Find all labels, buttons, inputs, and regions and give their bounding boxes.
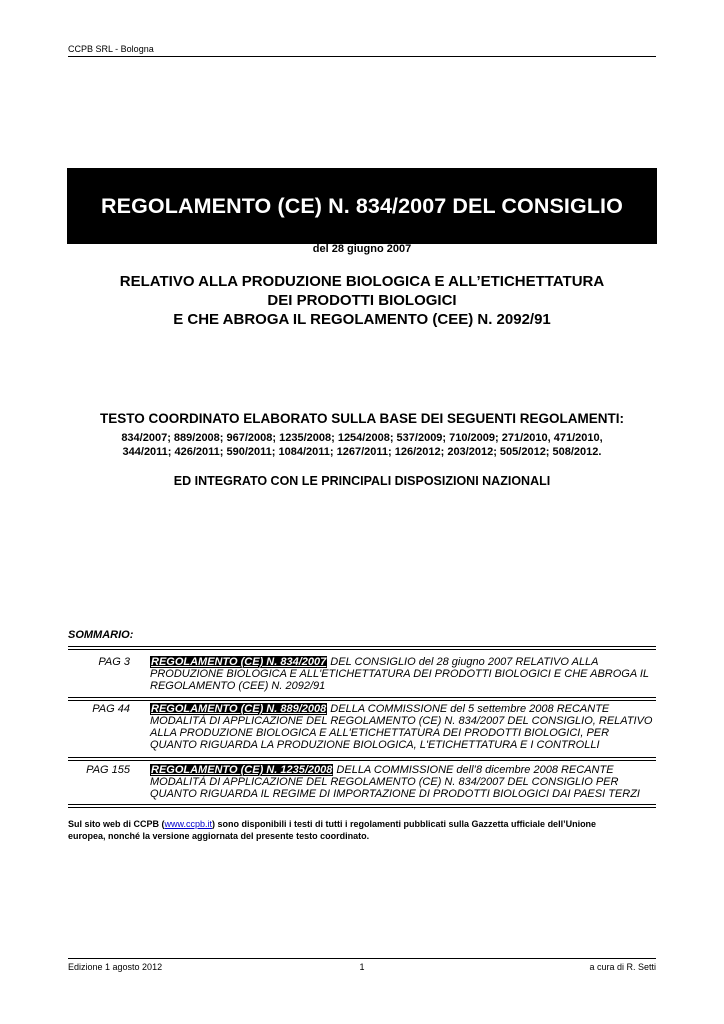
note-text: Sul sito web di CCPB (: [68, 819, 165, 829]
summary-divider: [68, 697, 656, 701]
header-divider: [68, 56, 656, 57]
regulation-list-line: 834/2007; 889/2008; 967/2008; 1235/2008; 1254/2008; 537/2009; 710/2009; 271/2010, 471/2010,: [121, 432, 603, 444]
summary-entry[interactable]: [68, 656, 656, 692]
document-title: REGOLAMENTO (CE) N. 834/2007 DEL CONSIGLIO: [101, 193, 623, 218]
entry-regulation-link[interactable]: REGOLAMENTO (CE) N. 834/2007: [151, 656, 327, 668]
summary-entry[interactable]: [68, 703, 656, 751]
page-footer: [68, 962, 656, 972]
subtitle-line: RELATIVO ALLA PRODUZIONE BIOLOGICA E ALL’ETICHETTATURA: [119, 273, 605, 290]
subtitle-line: E CHE ABROGA IL REGOLAMENTO (CEE) N. 2092/91: [173, 311, 551, 328]
entry-text: ALLA PRODUZIONE BIOLOGICA E ALL'ETICHETTATURA DEI PRODOTTI BIOLOGICI, PER: [150, 727, 610, 739]
coordinated-heading: TESTO COORDINATO ELABORATO SULLA BASE DEI SEGUENTI REGOLAMENTI:: [99, 411, 625, 426]
summary-entry[interactable]: [68, 764, 656, 800]
entry-text: REGOLAMENTO (CEE) N. 2092/91: [150, 680, 326, 692]
entry-regulation-link[interactable]: REGOLAMENTO (CE) N. 889/2008: [151, 703, 327, 715]
page-header: CCPB SRL - Bologna: [68, 44, 154, 54]
integrated-heading: ED INTEGRATO CON LE PRINCIPALI DISPOSIZIONI NAZIONALI: [173, 474, 551, 488]
entry-description: [150, 656, 656, 692]
page-number: 1: [359, 962, 365, 972]
title-banner: [67, 168, 657, 244]
entry-description: [150, 703, 656, 751]
entry-text: PRODUZIONE BIOLOGICA E ALL'ETICHETTATURA DEI PRODOTTI BIOLOGICI E CHE ABROGA IL: [150, 668, 650, 680]
subtitle-line: DEI PRODOTTI BIOLOGICI: [267, 292, 457, 309]
entry-text: MODALITÀ DI APPLICAZIONE DEL REGOLAMENTO (CE) N. 834/2007 DEL CONSIGLIO PER: [150, 776, 619, 788]
regulation-list: [0, 431, 724, 459]
website-link[interactable]: www.ccpb.it: [164, 819, 213, 829]
footer-edition: Edizione 1 agosto 2012: [68, 962, 163, 972]
entry-text: DEL CONSIGLIO del 28 giugno 2007 RELATIVO ALLA: [327, 656, 599, 668]
note-text: ) sono disponibili i testi di tutti i regolamenti pubblicati sulla Gazzetta ufficiale dell’Unione: [212, 819, 597, 829]
entry-text: DELLA COMMISSIONE del 5 settembre 2008 RECANTE: [327, 703, 610, 715]
entry-text: MODALITÀ DI APPLICAZIONE DEL REGOLAMENTO (CE) N. 834/2007 DEL CONSIGLIO, RELATIVO: [150, 715, 653, 727]
regulation-list-line: 344/2011; 426/2011; 590/2011; 1084/2011; 1267/2011; 126/2012; 203/2012; 505/2012; 508/2012.: [122, 446, 602, 458]
document-subtitle: [0, 272, 724, 329]
summary-top-divider: [68, 646, 656, 650]
entry-description: [150, 764, 656, 800]
summary-bottom-divider: [68, 804, 656, 808]
document-date: del 28 giugno 2007: [312, 243, 412, 255]
entry-page: PAG 155: [86, 764, 130, 776]
entry-page: PAG 3: [98, 656, 130, 668]
website-note: [68, 818, 656, 842]
footer-author: a cura di R. Setti: [589, 962, 656, 972]
summary-divider: [68, 757, 656, 761]
entry-page: PAG 44: [92, 703, 130, 715]
entry-text: DELLA COMMISSIONE dell’8 dicembre 2008 RECANTE: [333, 764, 614, 776]
entry-text: QUANTO RIGUARDA IL REGIME DI IMPORTAZIONE DI PRODOTTI BIOLOGICI DAI PAESI TERZI: [150, 788, 640, 800]
summary-label: SOMMARIO:: [68, 629, 134, 641]
note-text: europea, nonché la versione aggiornata del presente testo coordinato.: [68, 831, 370, 841]
entry-text: QUANTO RIGUARDA LA PRODUZIONE BIOLOGICA, L'ETICHETTATURA E I CONTROLLI: [150, 739, 600, 751]
footer-divider: [68, 958, 656, 959]
entry-regulation-link[interactable]: REGOLAMENTO (CE) N. 1235/2008: [151, 764, 333, 776]
